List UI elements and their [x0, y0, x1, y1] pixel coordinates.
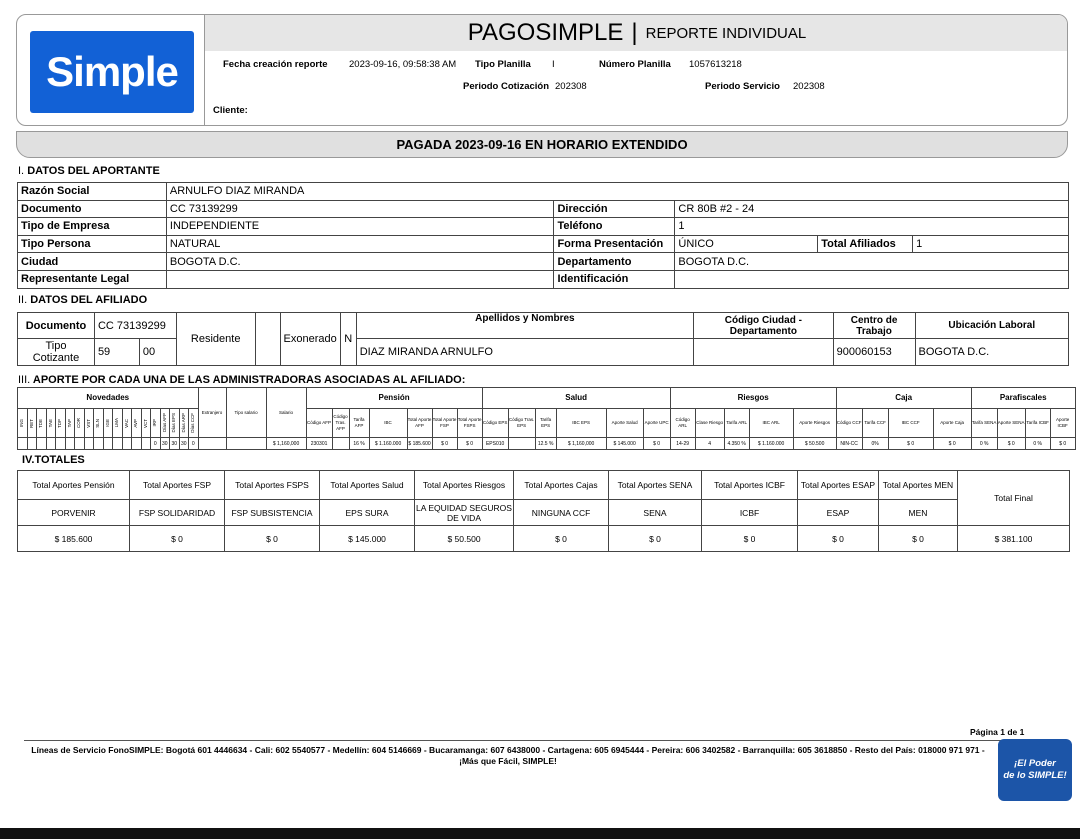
table-row: [18, 339, 1069, 366]
caja-header-1: Tarifa CCF: [862, 409, 888, 438]
aportes-header-row: [18, 409, 1076, 438]
group-caja: Caja: [836, 388, 971, 409]
novedad-header-text: IGE: [104, 419, 110, 427]
group-novedades: Novedades: [18, 388, 199, 409]
report-subtitle: REPORTE INDIVIDUAL: [645, 24, 807, 42]
codigo-ciudad-label: Código Ciudad - Departamento: [694, 313, 834, 339]
novedad-value-empty: [94, 438, 104, 450]
parafiscales-header-0: Tarifa SENA: [971, 409, 997, 438]
riesgos-value-0: 14-29: [670, 438, 695, 450]
riesgos-value-1: 4: [695, 438, 724, 450]
identificacion-label: Identificación: [554, 270, 675, 288]
total-header-1: Total Aportes FSP: [130, 471, 225, 500]
total-header-3: Total Aportes Salud: [320, 471, 415, 500]
salud-value-1: [508, 438, 535, 450]
apellidos-label: Apellidos y Nombres: [356, 313, 693, 339]
novedad-header-text: COR: [76, 418, 82, 428]
total-value-0: $ 185.600: [18, 526, 130, 552]
caja-value-0: NIN-CC: [836, 438, 862, 450]
title-band: [205, 15, 1068, 51]
novedad-value-empty: [113, 438, 123, 450]
apellidos-value: DIAZ MIRANDA ARNULFO: [356, 339, 693, 366]
salario-label: Salario: [266, 388, 306, 438]
total-header-7: Total Aportes ICBF: [702, 471, 798, 500]
centro-trabajo-label: Centro de Trabajo: [833, 313, 915, 339]
pension-value-2: 16 %: [349, 438, 369, 450]
telefono-label: Teléfono: [554, 218, 675, 236]
salud-header-3: IBC EPS: [556, 409, 606, 438]
novedad-value-empty: [65, 438, 75, 450]
total-value-9: $ 0: [879, 526, 958, 552]
tipo-salario-value: [226, 438, 266, 450]
caja-header-3: Aporte Caja: [933, 409, 971, 438]
salario-value: $ 1,160,000: [266, 438, 306, 450]
table-row: [18, 270, 1069, 288]
table-row: [18, 253, 1069, 271]
novedad-header-12: [132, 409, 142, 438]
novedad-header-text: TDE: [38, 418, 44, 428]
novedad-header-10: [113, 409, 123, 438]
title-separator: |: [631, 19, 638, 46]
tipo-planilla-value: I: [552, 59, 555, 70]
novedad-header-2: [37, 409, 47, 438]
total-value-8: $ 0: [798, 526, 879, 552]
salud-value-0: EPS010: [482, 438, 508, 450]
pension-value-3: $ 1.160.000: [369, 438, 407, 450]
riesgos-header-3: IBC ARL: [749, 409, 793, 438]
aportes-value-row: [18, 438, 1076, 450]
salud-header-2: Tarifa EPS: [535, 409, 556, 438]
section-totales-title: IV.TOTALES: [22, 454, 85, 466]
total-entity-3: EPS SURA: [320, 500, 415, 526]
tipo-empresa-label: Tipo de Empresa: [18, 218, 167, 236]
novedad-value-2: 30: [170, 438, 180, 450]
fecha-value: 2023-09-16, 09:58:38 AM: [349, 59, 457, 70]
novedad-header-9: [103, 409, 113, 438]
afiliado-documento-label: Documento: [18, 313, 95, 339]
novedad-value-4: 0: [189, 438, 199, 450]
total-header-5: Total Aportes Cajas: [514, 471, 609, 500]
total-final-label: Total Final: [958, 471, 1070, 526]
total-value-1: $ 0: [130, 526, 225, 552]
razon-social-label: Razón Social: [18, 183, 167, 201]
novedad-value-3: 30: [179, 438, 189, 450]
totales-entity-row: [18, 500, 1070, 526]
novedad-header-16: [170, 409, 180, 438]
riesgos-value-2: 4.350 %: [724, 438, 749, 450]
telefono-value: 1: [675, 218, 1069, 236]
novedad-value-empty: [84, 438, 94, 450]
footer-divider: [24, 740, 1068, 741]
total-afiliados-value: 1: [913, 235, 1069, 253]
numero-planilla-value: 1057613218: [689, 59, 742, 70]
riesgos-header-0: Código ARL: [670, 409, 695, 438]
novedad-header-13: [141, 409, 151, 438]
logo-text: Simple: [46, 48, 178, 95]
salud-header-4: Aporte Salud: [606, 409, 643, 438]
section-aportes-title: III. APORTE POR CADA UNA DE LAS ADMINISTRADORAS ASOCIADAS AL AFILIADO:: [18, 374, 466, 386]
novedad-header-text: AVP: [133, 418, 139, 428]
novedad-value-empty: [56, 438, 66, 450]
novedad-header-0: [18, 409, 28, 438]
tipo-persona-label: Tipo Persona: [18, 235, 167, 253]
novedad-header-text: IRP: [152, 419, 158, 427]
salud-value-4: $ 145.000: [606, 438, 643, 450]
parafiscales-value-2: 0 %: [1025, 438, 1050, 450]
total-header-8: Total Aportes ESAP: [798, 471, 879, 500]
novedad-header-text: TDP: [57, 418, 63, 428]
caja-header-0: Código CCF: [836, 409, 862, 438]
group-pension: Pensión: [306, 388, 482, 409]
afiliado-table: [17, 312, 1069, 366]
periodo-cotizacion-value: 202308: [555, 81, 587, 92]
riesgos-header-2: Tarifa ARL: [724, 409, 749, 438]
periodo-cotizacion-label: Periodo Cotización: [463, 81, 550, 92]
parafiscales-value-0: 0 %: [971, 438, 997, 450]
pension-header-3: IBC: [369, 409, 407, 438]
documento-label: Documento: [18, 200, 167, 218]
novedad-header-1: [27, 409, 37, 438]
novedad-header-6: [75, 409, 85, 438]
forma-presentacion-label: Forma Presentación: [554, 235, 675, 253]
section-afiliado-title: II. DATOS DEL AFILIADO: [18, 294, 148, 306]
novedad-value-0: 0: [151, 438, 161, 450]
pension-header-0: Código AFP: [306, 409, 332, 438]
novedad-value-empty: [132, 438, 142, 450]
identificacion-value: [675, 270, 1069, 288]
el-poder-badge: [998, 739, 1072, 801]
total-header-6: Total Aportes SENA: [609, 471, 702, 500]
riesgos-value-4: $ 50.500: [793, 438, 836, 450]
novedad-value-empty: [37, 438, 47, 450]
bottom-bar: [0, 828, 1080, 839]
novedad-value-1: 30: [160, 438, 170, 450]
salud-value-2: 12.5 %: [535, 438, 556, 450]
novedad-header-text: SLN: [95, 418, 101, 428]
representante-value: [166, 270, 554, 288]
novedad-header-text: Días ARP: [180, 413, 186, 433]
pension-header-2: Tarifa AFP: [349, 409, 369, 438]
caja-header-2: IBC CCF: [888, 409, 933, 438]
exonerado-value: N: [340, 313, 356, 366]
footer-service-lines: Líneas de Servicio FonoSIMPLE: Bogotá 601 4446634 - Cali: 602 5540577 - Medellín: 604 5146669 - Bucaramanga: 607 6438000 - Cartagena: 605 6945444 - Pereira: 606 3402582 - Barranquilla: 605 3618850 - Resto del País: 018000 971 971 - ¡Más que Fácil, SIMPLE!: [31, 745, 985, 766]
total-entity-4: LA EQUIDAD SEGUROS DE VIDA: [415, 500, 514, 526]
ciudad-label: Ciudad: [18, 253, 167, 271]
totales-header-row: [18, 471, 1070, 500]
documento-value: CC 73139299: [166, 200, 554, 218]
aportes-table: [17, 387, 1076, 450]
status-band: PAGADA 2023-09-16 EN HORARIO EXTENDIDO: [16, 131, 1068, 158]
total-header-2: Total Aportes FSPS: [225, 471, 320, 500]
novedad-value-empty: [122, 438, 132, 450]
group-salud: Salud: [482, 388, 670, 409]
total-entity-6: SENA: [609, 500, 702, 526]
total-entity-8: ESAP: [798, 500, 879, 526]
representante-label: Representante Legal: [18, 270, 167, 288]
pension-header-6: Total Aporte FSPS: [457, 409, 482, 438]
novedad-header-11: [122, 409, 132, 438]
parafiscales-value-1: $ 0: [997, 438, 1025, 450]
total-value-4: $ 50.500: [415, 526, 514, 552]
pension-value-5: $ 0: [432, 438, 457, 450]
total-value-7: $ 0: [702, 526, 798, 552]
salud-header-1: Código Tras. EPS: [508, 409, 535, 438]
exonerado-label: Exonerado: [280, 313, 340, 366]
residente-label: Residente: [176, 313, 255, 366]
novedad-header-text: RET: [28, 418, 34, 428]
novedad-header-8: [94, 409, 104, 438]
parafiscales-header-2: Tarifa ICBF: [1025, 409, 1050, 438]
pension-header-1: Código Tras. AFP: [332, 409, 349, 438]
novedad-header-text: VAC: [123, 418, 129, 428]
pension-value-4: $ 185.600: [407, 438, 432, 450]
report-header: [16, 14, 1068, 126]
novedad-header-text: VST: [85, 418, 91, 428]
total-entity-2: FSP SUBSISTENCIA: [225, 500, 320, 526]
fecha-label: Fecha creación reporte: [223, 59, 328, 70]
pension-value-6: $ 0: [457, 438, 482, 450]
riesgos-value-3: $ 1.160.000: [749, 438, 793, 450]
total-header-4: Total Aportes Riesgos: [415, 471, 514, 500]
razon-social-value: ARNULFO DIAZ MIRANDA: [166, 183, 1068, 201]
aportante-table: [17, 182, 1069, 289]
periodo-servicio-label: Periodo Servicio: [705, 81, 780, 92]
tipo-cotizante-value: 59: [94, 339, 139, 366]
page-number: Página 1 de 1: [970, 727, 1025, 737]
ubicacion-value: BOGOTA D.C.: [915, 339, 1068, 366]
centro-trabajo-value: 900060153: [833, 339, 915, 366]
pension-value-1: [332, 438, 349, 450]
salud-value-3: $ 1,160,000: [556, 438, 606, 450]
totales-table: [17, 470, 1070, 552]
riesgos-header-4: Aporte Riesgos: [793, 409, 836, 438]
novedad-value-empty: [75, 438, 85, 450]
ubicacion-label: Ubicación Laboral: [915, 313, 1068, 339]
salud-header-0: Código EPS: [482, 409, 508, 438]
total-entity-5: NINGUNA CCF: [514, 500, 609, 526]
table-row: [18, 200, 1069, 218]
novedad-header-text: Días AFP: [161, 413, 167, 433]
tipo-salario-label: Tipo salario: [226, 388, 266, 438]
total-entity-9: MEN: [879, 500, 958, 526]
logo-cell: [17, 15, 205, 125]
direccion-value: CR 80B #2 - 24: [675, 200, 1069, 218]
parafiscales-header-1: Aporte SENA: [997, 409, 1025, 438]
numero-planilla-label: Número Planilla: [599, 59, 671, 70]
novedad-header-text: TAE: [47, 418, 53, 428]
table-row: [18, 313, 1069, 339]
novedad-header-17: [179, 409, 189, 438]
total-entity-1: FSP SOLIDARIDAD: [130, 500, 225, 526]
periodo-servicio-value: 202308: [793, 81, 825, 92]
riesgos-header-1: Clase Riesgo: [695, 409, 724, 438]
novedad-header-7: [84, 409, 94, 438]
novedad-value-empty: [103, 438, 113, 450]
forma-presentacion-value: ÚNICO: [675, 235, 818, 253]
extranjero-label: Extranjero: [198, 388, 226, 438]
novedad-header-15: [160, 409, 170, 438]
parafiscales-header-3: Aporte ICBF: [1050, 409, 1075, 438]
tipo-persona-value: NATURAL: [166, 235, 554, 253]
simple-logo: [30, 31, 194, 113]
novedad-header-text: Días EPS: [171, 413, 177, 433]
novedad-value-empty: [46, 438, 56, 450]
novedad-header-18: [189, 409, 199, 438]
caja-value-2: $ 0: [888, 438, 933, 450]
novedad-header-text: ING: [19, 418, 25, 427]
group-parafiscales: Parafiscales: [971, 388, 1075, 409]
cliente-label: Cliente:: [213, 105, 248, 116]
subtipo-value: 00: [139, 339, 176, 366]
total-value-2: $ 0: [225, 526, 320, 552]
novedad-header-text: LMA: [114, 418, 120, 428]
total-final-value: $ 381.100: [958, 526, 1070, 552]
badge-line2: de lo SIMPLE!: [1003, 770, 1067, 781]
total-entity-7: ICBF: [702, 500, 798, 526]
caja-value-3: $ 0: [933, 438, 971, 450]
aportes-group-row: [18, 388, 1076, 409]
badge-line1: ¡El Poder: [1014, 758, 1056, 769]
pension-value-0: 230301: [306, 438, 332, 450]
departamento-label: Departamento: [554, 253, 675, 271]
caja-value-1: 0%: [862, 438, 888, 450]
tipo-empresa-value: INDEPENDIENTE: [166, 218, 554, 236]
novedad-header-text: TAP: [66, 418, 72, 428]
novedad-header-3: [46, 409, 56, 438]
total-value-6: $ 0: [609, 526, 702, 552]
novedad-value-empty: [141, 438, 151, 450]
pension-header-4: Total Aporte AFP: [407, 409, 432, 438]
table-row: [18, 183, 1069, 201]
codigo-ciudad-value: [694, 339, 834, 366]
salud-header-5: Aporte UPC: [643, 409, 670, 438]
novedad-header-text: VCT: [142, 418, 148, 428]
tipo-cotizante-label: Tipo Cotizante: [18, 339, 95, 366]
novedad-header-text: Días CCF: [190, 413, 196, 433]
total-header-0: Total Aportes Pensión: [18, 471, 130, 500]
ciudad-value: BOGOTA D.C.: [166, 253, 554, 271]
parafiscales-value-3: $ 0: [1050, 438, 1075, 450]
direccion-label: Dirección: [554, 200, 675, 218]
pension-header-5: Total Aporte FSP: [432, 409, 457, 438]
table-row: [18, 218, 1069, 236]
extranjero-value: [198, 438, 226, 450]
tipo-planilla-label: Tipo Planilla: [475, 59, 531, 70]
total-value-3: $ 145.000: [320, 526, 415, 552]
residente-value: [255, 313, 280, 366]
afiliado-documento-value: CC 73139299: [94, 313, 176, 339]
total-value-5: $ 0: [514, 526, 609, 552]
novedad-value-empty: [27, 438, 37, 450]
section-aportante-title: I. DATOS DEL APORTANTE: [18, 165, 160, 177]
totales-value-row: [18, 526, 1070, 552]
total-afiliados-label: Total Afiliados: [818, 235, 913, 253]
novedad-header-5: [65, 409, 75, 438]
table-row: [18, 235, 1069, 253]
departamento-value: BOGOTA D.C.: [675, 253, 1069, 271]
total-header-9: Total Aportes MEN: [879, 471, 958, 500]
novedad-value-empty: [18, 438, 28, 450]
group-riesgos: Riesgos: [670, 388, 836, 409]
novedad-header-14: [151, 409, 161, 438]
report-title: PAGOSIMPLE: [467, 19, 624, 46]
salud-value-5: $ 0: [643, 438, 670, 450]
total-entity-0: PORVENIR: [18, 500, 130, 526]
novedad-header-4: [56, 409, 66, 438]
